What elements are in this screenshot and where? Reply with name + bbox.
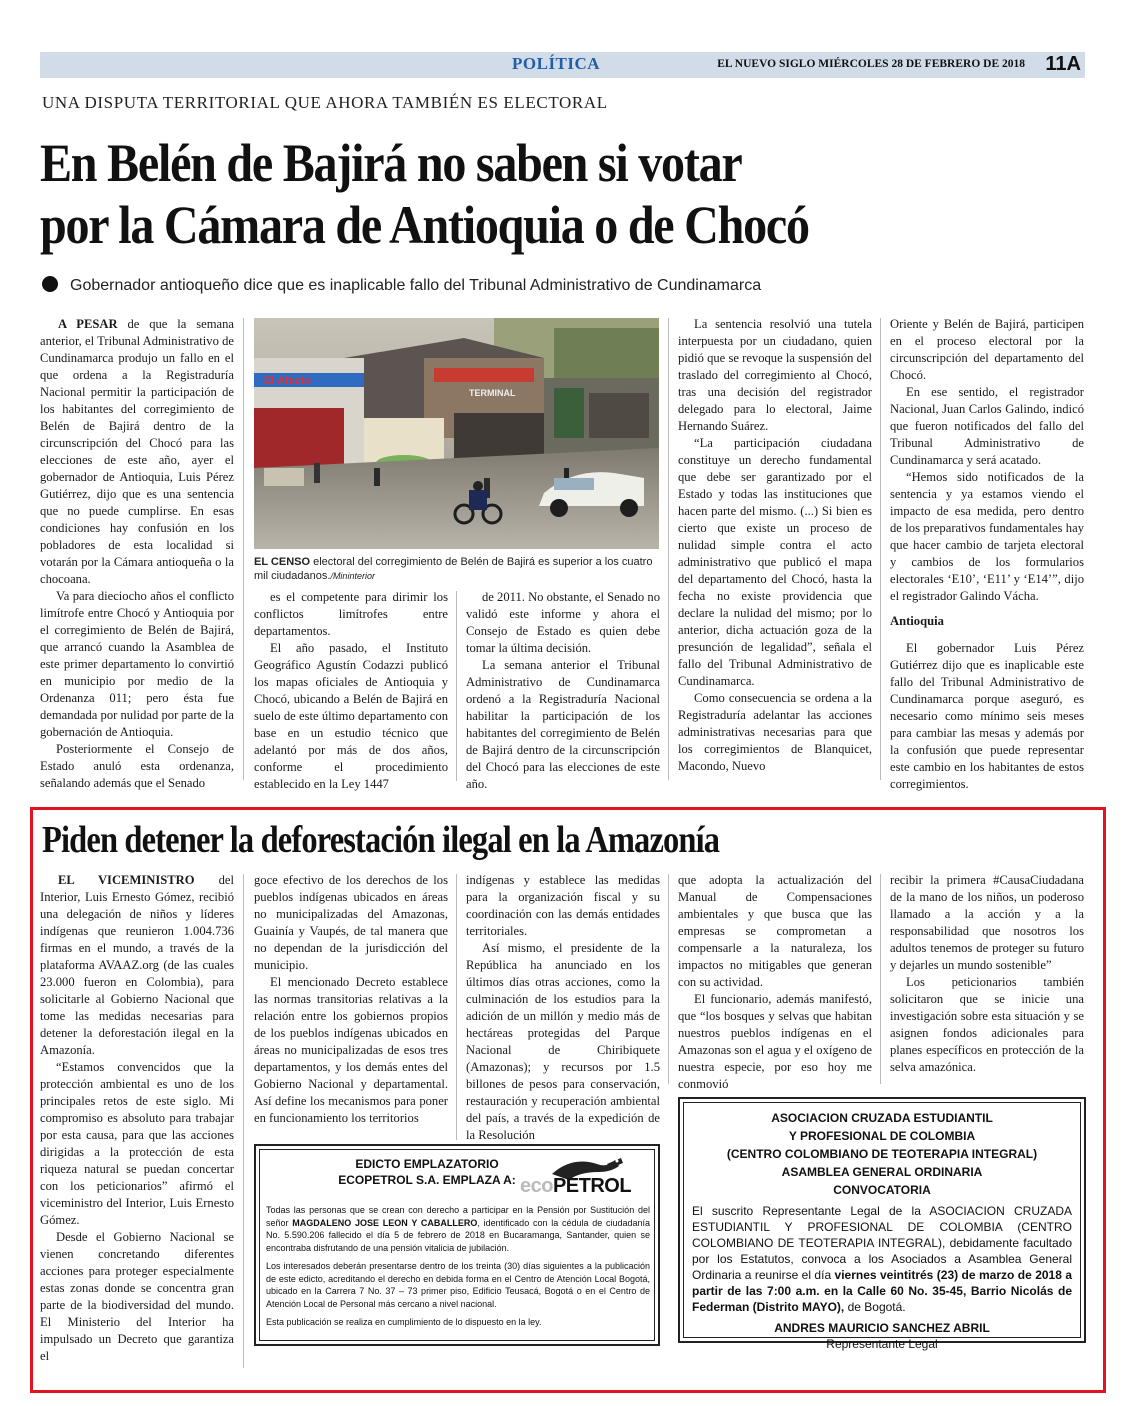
story1-column-3 [466,589,660,791]
story1-headline [40,132,970,256]
story1-summary-text: Gobernador antioqueño dice que es inaplicable fallo del Tribunal Administrativo de Cundinamarca [70,277,762,294]
story1-headline-line2: por la Cámara de Antioquia o de Chocó [40,195,809,255]
caption-text: electoral del corregimiento de Belén de Bajirá es superior a los cuatro mil ciudadanos. [254,556,653,582]
paragraph: La semana anterior el Tribunal Administrativo de Cundinamarca ordenó a la Registraduría Nacional habilitar la participación de los habitantes del corregimiento de Belén de Bajirá dentro de la circunscripción del Chocó para las elecciones de este año. [466,658,660,791]
ecopetrol-logo [512,1152,642,1200]
edict-title: EDICTO EMPLAZATORIO [355,1157,499,1171]
edict-subtitle: ECOPETROL S.A. EMPLAZA A: [338,1173,516,1187]
paragraph: “La participación ciudadana constituye un derecho fundamental que debe ser garantizado por el Estado y todas las instituciones que hacen parte del mismo. (...) Si bien es cierto que existe un proceso de nulidad simple contra el acto administrativo que publicó el mapa del departamento del Chocó, hasta la fecha no existe providencia que declare la nulidad del mismo; por lo anterior, dicha actuación goza de la presunción de legalidad”, señala el fallo del Tribunal Administrativo de Cundinamarca. [678,436,872,688]
paragraph: El funcionario, además manifestó, que “los bosques y selvas que habitan nuestros pueblos indígenas en el Amazonas son el agua y el oxígeno de nuestra especie, por eso hoy me conmovió [678,992,872,1091]
story1-photo [254,318,659,549]
paragraph: El mencionado Decreto establece las normas transitorias relativas a la relación entre los gobiernos propios de los pueblos indígenas ubicados en áreas no municipalizadas de esos tres departamentos, y los demás entes del Gobierno Nacional y departamental. Así define los mecanismos para poner en funcionamiento los territorios [254,975,448,1125]
caption-credit: /Mininterior [330,571,375,581]
paragraph: que adopta la actualización del Manual de Compensaciones ambientales y que busca que las empresas se comprometan a compensarle a la naturaleza, los impactos no mitigables que generan con su actividad. [678,873,872,989]
asoc-assembly: ASAMBLEA GENERAL ORDINARIA [781,1165,983,1179]
lead-in: EL VICEMINISTRO [58,873,195,887]
story1-column-1 [40,316,234,790]
page-number: 11A [1045,53,1081,75]
folio-date: EL NUEVO SIGLO MIÉRCOLES 28 DE FEBRERO DE 2018 [717,58,1025,70]
lead-in: A PESAR [58,317,118,331]
paragraph: goce efectivo de los derechos de los pueblos indígenas ubicados en áreas no municipalizadas del Amazonas, Guainía y Vaupés, de tal manera que no dependan de la jurisdicción del municipio. [254,873,448,972]
paragraph: La sentencia resolvió una tutela interpuesta por un ciudadano, quien pidió que se revoque la suspensión del traslado del corregimiento al Chocó, tras una decisión del registrador delegado para lo electoral, Jaime Hernando Suárez. [678,317,872,433]
paragraph: Posteriormente el Consejo de Estado anuló esta ordenanza, señalando además que el Senado [40,742,234,790]
asoc-name-line1: ASOCIACION CRUZADA ESTUDIANTIL [771,1111,993,1125]
paragraph: Los peticionarios también solicitaron que se inicie una investigación sobre esta situación y se asignen fondos adicionales para planes específicos en protección de la selva amazónica. [890,975,1084,1074]
story2-column-1 [40,872,234,1370]
paragraph: El gobernador Luis Pérez Gutiérrez dijo que es inaplicable este fallo del Tribunal Administrativo de Cundinamarca porque aseguró, es necesario como mínimo seis meses para cambiar las mesas y además por la confusión que puede representar este cambio en los habitantes de estos corregimientos. [890,641,1084,791]
edict-paragraph-3: Esta publicación se realiza en cumplimiento de lo dispuesto en la ley. [266,1317,542,1327]
paragraph: Oriente y Belén de Bajirá, participen en el proceso electoral por la circunscripción del departamento del Chocó. [890,317,1084,382]
asoc-name-line3: (CENTRO COLOMBIANO DE TEOTERAPIA INTEGRAL) [726,1147,1038,1161]
paragraph: Como consecuencia se ordena a la Registraduría adelantar las acciones administrativas necesarias para que los corregimientos de Blanquicet, Macondo, Nuevo [678,691,872,773]
subhead-antioquia: Antioquia [890,614,944,628]
paragraph: EL VICEMINISTRO del Interior, Luis Ernesto Gómez, recibió una delegación de niños y líderes indígenas que reunieron 1.004.736 firmas en el mundo, a través de la plataforma AVAAZ.org (de las cuales 23.000 fueron en Colombia), para solicitarle al Gobierno Nacional que tome las medidas necesarias para detener la deforestación ilegal en la Amazonía. [40,873,234,1057]
paragraph: El año pasado, el Instituto Geográfico Agustín Codazzi publicó los mapas oficiales de Antioquia y Chocó, ubicando a Belén de Bajirá en suelo de este último departamento con base en un estudio técnico que adelantó por más de dos años, conforme el procedimiento establecido en la Ley 1447 [254,641,448,791]
story1-column-4 [678,316,872,782]
folio-bar [40,52,1085,78]
asoc-signer-role: Representante Legal [826,1337,938,1351]
caption-lead: EL CENSO [254,556,311,568]
asoc-body: El suscrito Representante Legal de la ASOCIACION CRUZADA ESTUDIANTIL Y PROFESIONAL DE COLOMBIA (CENTRO COLOMBIANO DE TEOTERAPIA INTEGRAL), debidamente facultado por los Estatutos, convoca a los Asociados a Asamblea General Ordinaria a reunirse el día viernes veintitrés (23) de marzo de 2018 a partir de las 7:00 a.m. en la Calle 60 No. 35-45, Barrio Nicolás de Federman (Distrito MAYO), de Bogotá. [692,1204,1072,1314]
asociacion-convocatoria-ad [678,1097,1086,1351]
story1-column-2 [254,589,448,791]
paragraph: indígenas y establece las medidas para la organización fiscal y su coordinación con las demás entidades territoriales. [466,873,660,938]
story2-column-4 [678,872,872,1091]
edict-person-name: MAGDALENO JOSE LEON Y CABALLERO [292,1217,478,1228]
story2-column-5 [890,872,1084,1084]
story2-column-2 [254,872,448,1140]
paragraph: “Estamos convencidos que la protección ambiental es uno de los principales retos de este siglo. Mi compromiso es absoluto para trabajar por esta causa, para que las acciones dirigidas a la protección de esta riqueza natural se puedan concertar con los peticionarios” afirmó el viceministro del Interior, Luis Ernesto Gómez. [40,1060,234,1227]
paragraph: Desde el Gobierno Nacional se vienen concretando diferentes acciones para proteger especialmente estas zonas donde se concentra gran parte de la biodiversidad del mundo. El Ministerio del Interior ha impulsado un Decreto que garantiza el [40,1230,234,1363]
paragraph: Así mismo, el presidente de la República ha anunciado en los últimos días otras acciones, como la culminación de los estudios para la adición de un millón y medio más de hectáreas protegidas del Parque Nacional de Chiribiquete (Amazonas); y recursos por 1.5 billones de pesos para conservación, restauración y recuperación ambiental del país, a través de la expedición de la Resolución [466,941,660,1142]
story1-photo-caption [254,555,659,583]
story2-headline: Piden detener la deforestación ilegal en la Amazonía [42,819,720,861]
asoc-convocatoria: CONVOCATORIA [833,1183,931,1197]
paragraph: Va para dieciocho años el conflicto limítrofe entre Chocó y Antioquia por el corregimiento de Belén de Bajirá, que arrancó cuando la Asamblea de este primer departamento lo convirtió en municipio por medio de la Ordenanza 011; pero ésta fue demandada por nulidad por parte de la gobernación de Antioquia. [40,589,234,739]
logo-eco: eco [520,1175,553,1197]
bullet-icon [42,276,58,292]
paragraph: es el competente para dirimir los conflictos limítrofes entre departamentos. [254,590,448,638]
edict-body: Todas las personas que se crean con derecho a participar en la Pensión por Sustitución del señor MAGDALENO JOSE LEON Y CABALLERO, identificado con la cédula de ciudadanía No. 5.590.206 fallecido el día 5 de febrero de 2018 en Bucaramanga, Santander, quien se encontraba disfrutando de una pensión vitalicia de jubilación. Los interesados deberán presentarse dentro de los treinta (30) días siguientes a la publicación de este edicto, acreditando el derecho en debida forma en el Centro de Atención Local Bogotá, ubicado en la Carrera 7 No. 37 – 73 primer piso, Edificio Teusacá, Bogotá o en el Centro de Atención Local de Personal más cercano a nivel nacional. Esta publicación se realiza en cumplimiento de lo dispuesto en la ley. [266,1205,650,1327]
story1-headline-line1: En Belén de Bajirá no saben si votar [40,133,742,193]
paragraph: A PESAR de que la semana anterior, el Tribunal Administrativo de Cundinamarca produjo un fallo en el que ordena a la Registraduría Nacional permitir la participación de los habitantes del corregimiento de Belén de Bajirá dentro de la circunscripción del Chocó para las elecciones de este año, ayer el gobernador de Antioquia, Luis Pérez Gutiérrez, dijo que es una sentencia que no puede cumplirse. En esas condiciones hay confusión en los pobladores de esta localidad si votarán por la Cámara antioqueña o la chocoana. [40,317,234,586]
logo-petrol: PETROL [552,1175,632,1197]
paragraph: “Hemos sido notificados de la sentencia y ya estamos viendo el impacto de esa medida, pero dentro de los preparativos fundamentales hay que hacer cambio de tarjeta electoral y cambios de los formularios electorales ‘E10’, ‘E11’ y ‘E14’”, dijo el registrador Galindo Vácha. [890,470,1084,603]
asoc-name-line2: Y PROFESIONAL DE COLOMBIA [788,1129,976,1143]
photo-sign-afecto: El Afecto [264,375,312,387]
paragraph: recibir la primera #CausaCiudadana de la mano de los niños, un poderoso llamado a la acción y a la responsabilidad que nosotros los adultos tenemos de proteger su futuro y dejarles un mundo sostenible” [890,873,1084,972]
photo-sign-terminal: TERMINAL [469,388,516,398]
section-label: POLÍTICA [512,54,601,73]
edict-paragraph-2: Los interesados deberán presentarse dentro de los treinta (30) días siguientes a la publicación de este edicto, acreditando el derecho en debida forma en el Centro de Atención Local Bogotá, ubicado en la Carrera 7 No. 37 – 73 primer piso, Edificio Teusacá, Bogotá o en el Centro de Atención Local de Personal más cercano a nivel nacional. [266,1261,650,1309]
paragraph: En ese sentido, el registrador Nacional, Juan Carlos Galindo, indicó que fueron notificados del fallo del Tribunal Administrativo de Cundinamarca y será acatado. [890,385,1084,467]
story1-kicker: UNA DISPUTA TERRITORIAL QUE AHORA TAMBIÉN ES ELECTORAL [42,93,608,112]
story1-column-5 [890,316,1084,806]
ecopetrol-edict-ad [254,1144,660,1346]
story1-summary [42,276,761,295]
asoc-signer: ANDRES MAURICIO SANCHEZ ABRIL [774,1321,990,1335]
paragraph: de 2011. No obstante, el Senado no validó este informe y ahora el Consejo de Estado es quien debe tomar la última decisión. [466,590,660,655]
story2-column-3 [466,872,660,1140]
